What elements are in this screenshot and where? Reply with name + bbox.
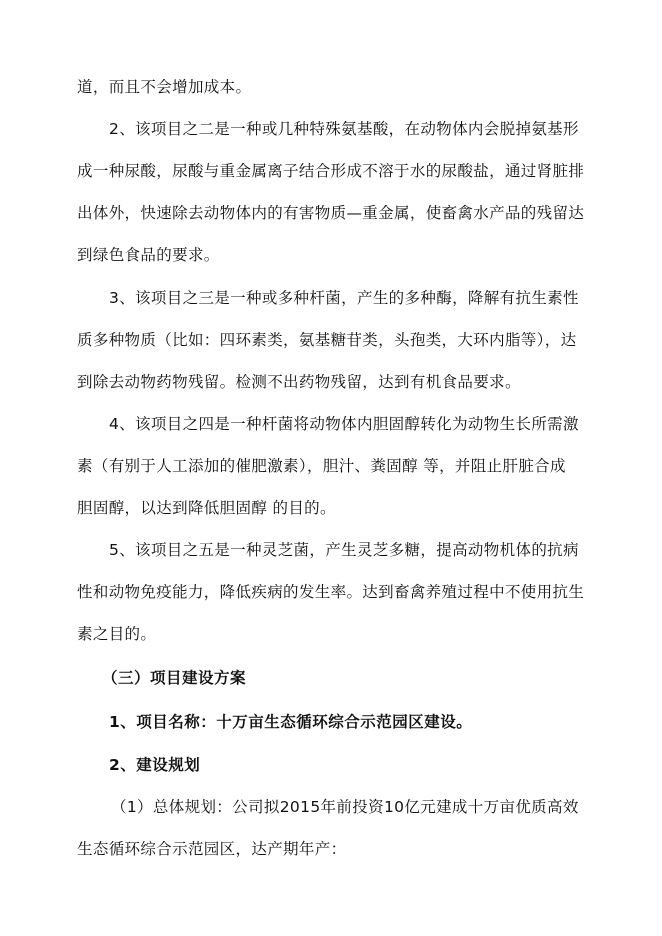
- section-heading: （三）项目建设方案: [102, 669, 247, 687]
- paragraph-3-line: 3、该项目之三是一种或多种杆菌，产生的多种酶，降解有抗生素性: [109, 289, 579, 307]
- paragraph-plan-line: 生态循环综合示范园区，达产期年产：: [77, 840, 347, 858]
- paragraph-2-line: 出体外，快速除去动物体内的有害物质—重金属，使畜禽水产品的残留达: [77, 204, 585, 222]
- paragraph-2-line: 成一种尿酸，尿酸与重金属离子结合形成不溶于水的尿酸盐，通过肾脏排: [77, 162, 585, 180]
- paragraph-5-line: 5、该项目之五是一种灵芝菌，产生灵芝多糖，提高动物机体的抗病: [109, 541, 579, 559]
- paragraph-3-line: 质多种物质（比如：四环素类，氨基糖苷类，头孢类，大环内脂等），达: [77, 331, 577, 349]
- paragraph-3-line: 到除去动物药物残留。检测不出药物残留，达到有机食品要求。: [77, 373, 521, 391]
- paragraph-5-line: 素之目的。: [77, 625, 157, 643]
- paragraph-2-line: 到绿色食品的要求。: [77, 246, 220, 264]
- project-name-item: 1、项目名称：十万亩生态循环综合示范园区建设。: [109, 713, 473, 731]
- paragraph-4-line: 4、该项目之四是一种杆菌将动物体内胆固醇转化为动物生长所需激: [109, 415, 579, 433]
- construction-plan-item: 2、建设规划: [109, 756, 201, 774]
- paragraph-4-line: 胆固醇，以达到降低胆固醇 的目的。: [77, 499, 336, 517]
- paragraph-continuation-line: 道，而且不会增加成本。: [77, 78, 252, 96]
- paragraph-plan-line: （1）总体规划：公司拟2015年前投资10亿元建成十万亩优质高效: [111, 798, 579, 816]
- paragraph-5-line: 性和动物免疫能力，降低疾病的发生率。达到畜禽养殖过程中不使用抗生: [77, 583, 585, 601]
- paragraph-4-line: 素（有别于人工添加的催肥激素），胆汁、粪固醇 等，并阻止肝脏合成: [77, 457, 566, 475]
- paragraph-2-line: 2、该项目之二是一种或几种特殊氨基酸，在动物体内会脱掉氨基形: [109, 120, 579, 138]
